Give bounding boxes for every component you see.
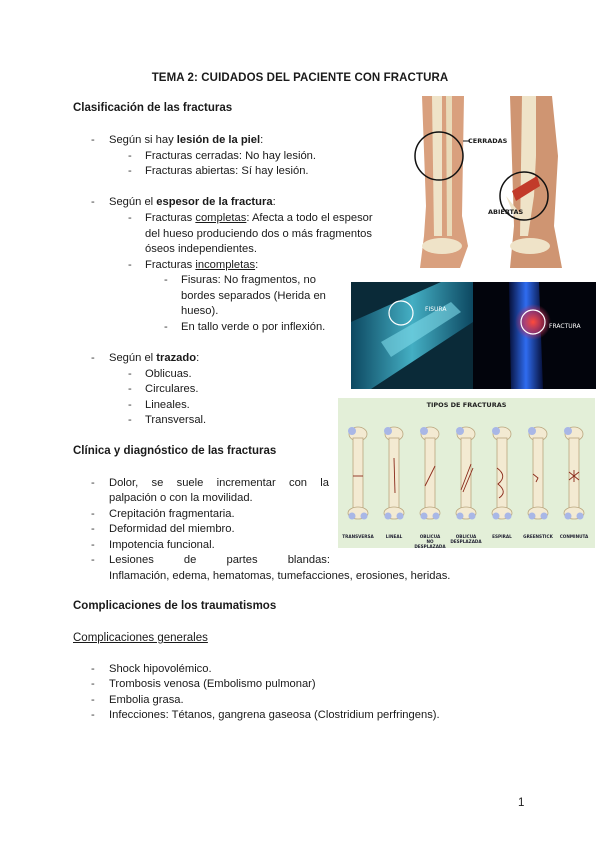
- bullet-dash: -: [91, 523, 95, 535]
- text: Según el: [109, 196, 157, 208]
- item-tallo-verde: En tallo verde o por inflexión.: [181, 321, 326, 333]
- bullet-dash: -: [128, 383, 132, 395]
- bold-text: lesión de la piel: [176, 134, 261, 146]
- bone-5: [492, 427, 512, 520]
- item-shock: Shock hipovolémico.: [109, 663, 212, 675]
- item-incompletas: [145, 258, 258, 274]
- item-embolia: Embolia grasa.: [109, 694, 184, 706]
- bone-label-1: TRANSVERSA: [342, 534, 374, 539]
- page-number: 1: [518, 797, 525, 809]
- bullet-dash: -: [128, 259, 132, 271]
- text: Según si hay: [109, 134, 177, 146]
- bone-1: [348, 427, 368, 520]
- underlined-text: completas: [195, 212, 247, 224]
- item-trazado: [109, 351, 199, 367]
- figure-title: TIPOS DE FRACTURAS: [426, 401, 507, 409]
- bullet-dash: -: [128, 212, 132, 224]
- bone-2: [384, 427, 404, 520]
- bullet-dash: -: [91, 508, 95, 520]
- figure-leg-fractures: [412, 96, 576, 268]
- bone-4: [456, 427, 476, 520]
- item-circulares: Circulares.: [145, 383, 199, 395]
- item-lineales: Lineales.: [145, 399, 190, 411]
- figure-tipos-fracturas: [338, 398, 595, 548]
- item-lesion-piel: [109, 133, 263, 149]
- text: :: [196, 352, 200, 364]
- text: :: [260, 134, 264, 146]
- label-fisura: FISURA: [425, 306, 447, 313]
- bullet-dash: -: [164, 274, 168, 286]
- bone-labels: [338, 534, 595, 548]
- bullet-dash: -: [91, 663, 95, 675]
- bullet-dash: -: [91, 554, 95, 566]
- bullet-dash: -: [91, 709, 95, 721]
- item-infecciones: Infecciones: Tétanos, gangrena gaseosa (Clostridium perfringens).: [109, 709, 440, 721]
- bullet-dash: -: [128, 368, 132, 380]
- text: Fracturas: [145, 212, 196, 224]
- item-cerradas: Fracturas cerradas: No hay lesión.: [145, 150, 316, 162]
- bone-label-3: OBLICUA NO DESPLAZADA: [414, 534, 446, 548]
- bullet-dash: -: [91, 694, 95, 706]
- item-abiertas: Fracturas abiertas: Sí hay lesión.: [145, 165, 309, 177]
- bullet-dash: -: [91, 678, 95, 690]
- item-oblicuas: Oblicuas.: [145, 368, 192, 380]
- bone-label-4: OBLICUA DESPLAZADA: [450, 534, 482, 544]
- figure-xray: [351, 282, 596, 389]
- bone-label-7: CONMINUTA: [559, 534, 589, 539]
- label-abiertas: ABIERTAS: [488, 208, 524, 216]
- item-fisuras-l2: bordes separados (Herida en: [181, 290, 326, 302]
- bone-3: [420, 427, 440, 520]
- bones-illustration: [338, 398, 595, 548]
- bone-label-6: GREENSTICK: [523, 534, 553, 539]
- item-transversal: Transversal.: [145, 414, 207, 426]
- item-crepitacion: Crepitación fragmentaria.: [109, 508, 235, 520]
- item-completas-l1: [145, 211, 373, 227]
- section-heading-complicaciones: Complicaciones de los traumatismos: [73, 600, 277, 612]
- bullet-dash: -: [128, 414, 132, 426]
- text: Fracturas: [145, 259, 196, 271]
- bullet-dash: -: [91, 196, 95, 208]
- item-trombosis: Trombosis venosa (Embolismo pulmonar): [109, 678, 316, 690]
- bullet-dash: -: [91, 352, 95, 364]
- section-heading-clasificacion: Clasificación de las fracturas: [73, 102, 233, 114]
- bullet-dash: -: [91, 539, 95, 551]
- page-title: TEMA 2: CUIDADOS DEL PACIENTE CON FRACTURA: [151, 72, 449, 84]
- text: : Afecta a todo el espesor: [246, 212, 373, 224]
- bone-7: [564, 427, 584, 520]
- item-impotencia: Impotencia funcional.: [109, 539, 215, 551]
- underlined-text: incompletas: [195, 259, 256, 271]
- bone-label-5: ESPIRAL: [492, 534, 512, 539]
- label-fractura: FRACTURA: [549, 323, 581, 330]
- text: :: [255, 259, 259, 271]
- item-dolor-l1: Dolor, se suele incrementar con la: [109, 477, 329, 489]
- text: Según el: [109, 352, 157, 364]
- bone-label-2: LINEAL: [385, 534, 403, 539]
- bullet-dash: -: [164, 321, 168, 333]
- item-espesor: [109, 195, 276, 211]
- item-fisuras-l1: Fisuras: No fragmentos, no: [181, 274, 316, 286]
- bullet-dash: -: [128, 150, 132, 162]
- item-lesiones-l1: Lesiones de partes blandas:: [109, 554, 330, 566]
- subheading-complicaciones-generales: Complicaciones generales: [73, 632, 208, 644]
- label-cerradas: CERRADAS: [468, 137, 508, 145]
- section-heading-clinica: Clínica y diagnóstico de las fracturas: [73, 445, 277, 457]
- bullet-dash: -: [91, 134, 95, 146]
- bold-text: trazado: [156, 352, 197, 364]
- bone-6: [528, 427, 548, 520]
- xray-illustration: [351, 282, 596, 389]
- item-deformidad: Deformidad del miembro.: [109, 523, 235, 535]
- leg-illustration: [412, 96, 576, 268]
- item-fisuras-l3: hueso).: [181, 305, 219, 317]
- bullet-dash: -: [128, 165, 132, 177]
- bold-text: espesor de la fractura: [156, 196, 273, 208]
- bullet-dash: -: [91, 477, 95, 489]
- item-completas-l2: del hueso produciendo dos o más fragmentos: [145, 228, 373, 240]
- item-lesiones-l2: Inflamación, edema, hematomas, tumefacciones, erosiones, heridas.: [109, 570, 451, 582]
- item-completas-l3: óseos independientes.: [145, 243, 257, 255]
- text: :: [272, 196, 276, 208]
- item-dolor-l2: palpación o con la movilidad.: [109, 492, 253, 504]
- bullet-dash: -: [128, 399, 132, 411]
